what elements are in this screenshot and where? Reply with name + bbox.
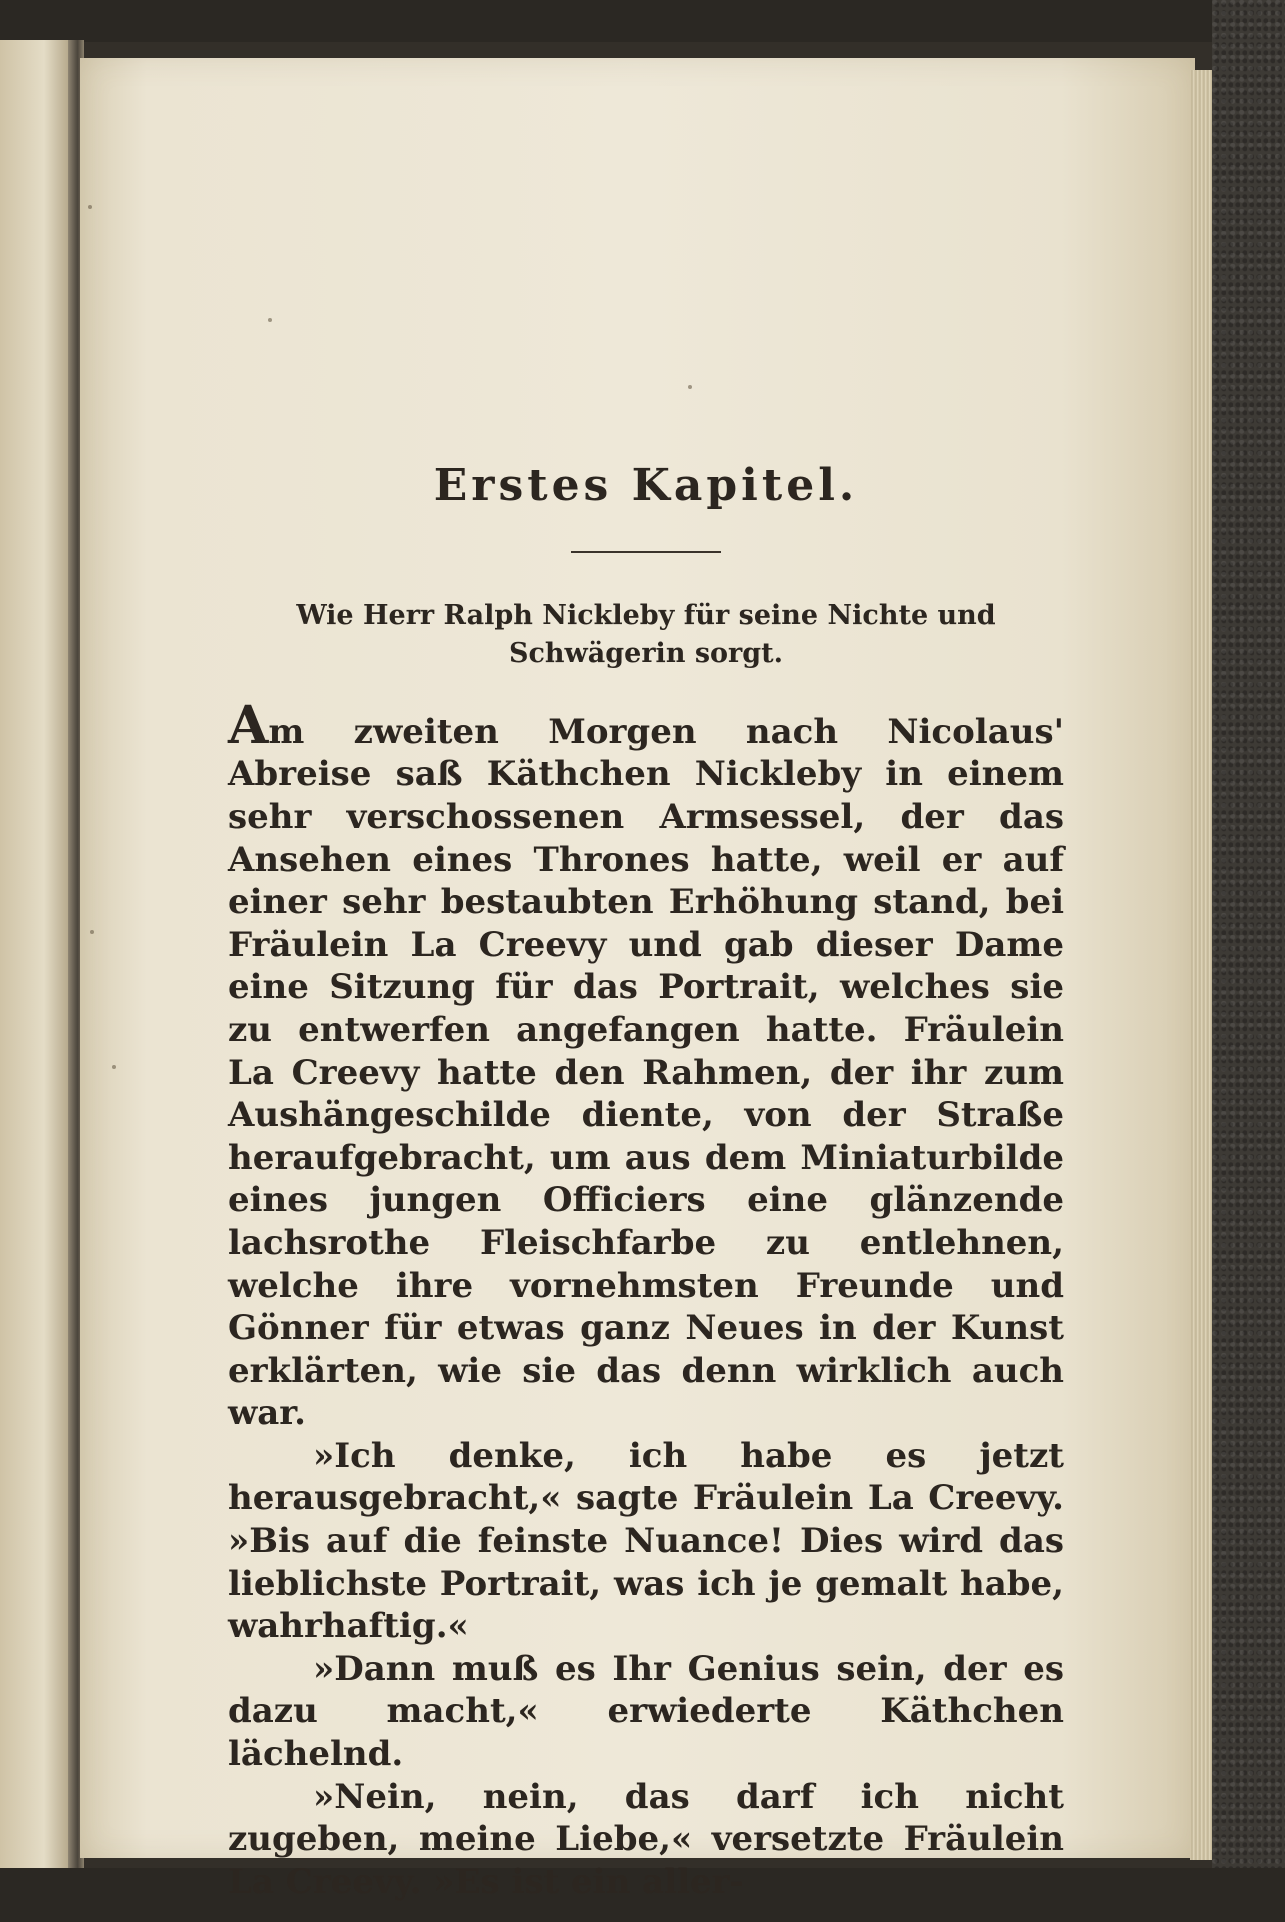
paragraph: »Ich denke, ich habe es jetzt herausgebracht,« sagte Fräulein La Creevy. »Bis auf die feinste Nuance! Dies wird das lieblichste Portrait, was ich je gemalt habe, wahrhaftig.« [228, 1435, 1064, 1647]
paragraph [228, 694, 1064, 1435]
page-stack-edges [1190, 70, 1212, 1860]
paper-speck [688, 385, 692, 389]
title-rule [571, 551, 721, 553]
paper-speck [112, 1065, 116, 1069]
chapter-title: Erstes Kapitel. [433, 460, 859, 511]
body-text [228, 694, 1064, 1904]
book-cover-top [0, 0, 1285, 42]
page-content [228, 460, 1064, 1903]
paragraph: »Nein, nein, das darf ich nicht zugeben, meine Liebe,« versetzte Fräulein La Creevy. »Es ist ein aller- [228, 1776, 1064, 1902]
chapter-summary: Wie Herr Ralph Nickleby für seine Nichte und Schwägerin sorgt. [296, 599, 996, 669]
book-cover-right [1212, 0, 1285, 1922]
drop-cap: A [228, 694, 269, 756]
paper-speck [90, 930, 94, 934]
paper-speck [268, 318, 272, 322]
paragraph: »Dann muß es Ihr Genius sein, der es dazu macht,« erwiederte Käthchen lächelnd. [228, 1648, 1064, 1775]
paragraph-text: m zweiten Morgen nach Nicolaus' Abreise saß Käthchen Nickleby in einem sehr verschossenen Armsessel, der das Ansehen eines Thrones hatte, weil er auf einer sehr bestaubten Erhöhung stand, bei Fräulein La Creevy und gab dieser Dame eine Sitzung für das Portrait, welches sie zu entwerfen angefangen hatte. Fräulein La Creevy hatte den Rahmen, der ihr zum Aushängeschilde diente, von der Straße heraufgebracht, um aus dem Miniaturbilde eines jungen Officiers eine glänzende lachsrothe Fleischfarbe zu entlehnen, welche ihre vornehmsten Freunde und Gönner für etwas ganz Neues in der Kunst erklärten, wie sie das denn wirklich auch war. [228, 711, 1064, 1434]
paper-speck [88, 205, 92, 209]
